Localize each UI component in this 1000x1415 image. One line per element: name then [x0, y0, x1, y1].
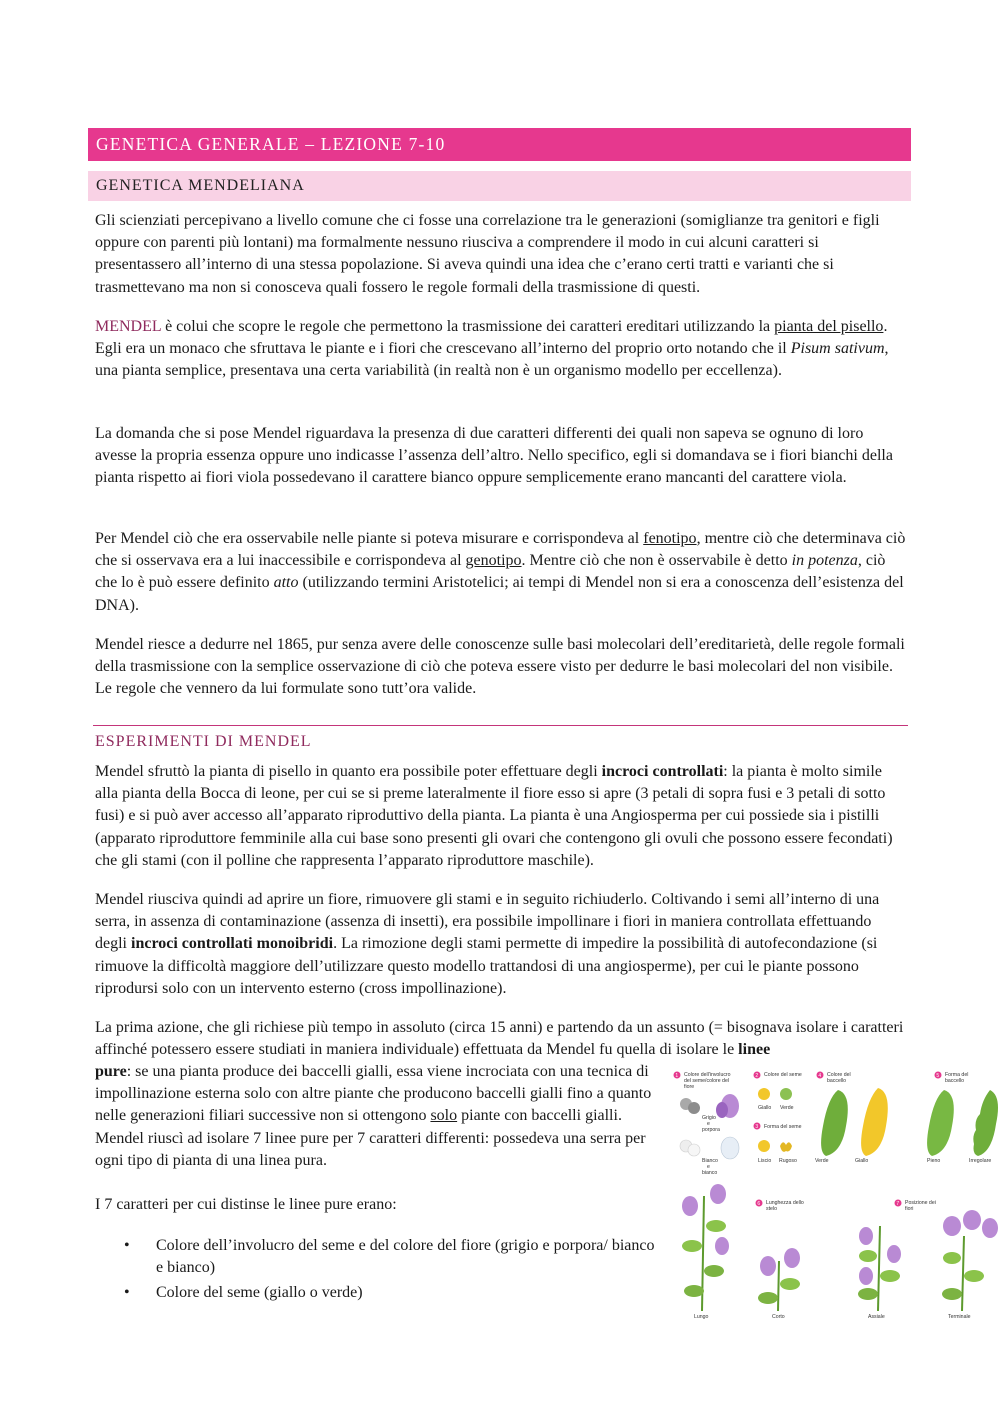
- text-run: : se una pianta produce dei baccelli gialli, essa viene incrociata con una tecnica di impollinazione esterna solo con altre piante che producono baccelli gialli fino a quanto nelle generazioni filiari successive non si ottengono: [95, 1063, 652, 1125]
- experiments-heading: ESPERIMENTI DI MENDEL: [95, 733, 312, 750]
- bold-term: incroci controllati: [601, 763, 724, 780]
- yellow-seed-icon: [758, 1088, 770, 1100]
- variant-label: porpora: [702, 1127, 720, 1133]
- number-label: 7: [896, 1201, 900, 1207]
- variant-label: Giallo: [758, 1105, 772, 1111]
- page-title: GENETICA GENERALE – LEZIONE 7-10: [88, 128, 911, 161]
- trait-label: Colore dell'involucro: [684, 1072, 731, 1078]
- trait-label: Colore del: [827, 1072, 851, 1078]
- white-flower-icon: [721, 1137, 739, 1159]
- pea-traits-figure: [672, 1066, 1000, 1322]
- variant-label: Verde: [815, 1158, 829, 1164]
- list-item-text: Colore dell’involucro del seme e del colore del fiore (grigio e porpora/ bianco e bianco): [156, 1237, 655, 1277]
- purple-flower-icon: [716, 1102, 728, 1118]
- tall-plant-icon: [682, 1184, 729, 1311]
- number-label: 1: [675, 1073, 679, 1079]
- text-run: piante con baccelli gialli. Mendel riuscì ad isolare 7 linee pure per 7 caratteri differenti: possedeva una serra per ogni tipo di pianta di una linea pura.: [95, 1107, 646, 1169]
- list-item: [95, 1235, 665, 1279]
- trait-label: baccello: [945, 1078, 965, 1084]
- variant-label: e: [707, 1121, 710, 1127]
- yellow-pod-icon: [861, 1088, 888, 1156]
- variant-label: Giallo: [855, 1158, 869, 1164]
- full-pod-icon: [927, 1090, 954, 1156]
- variant-label: Verde: [780, 1105, 794, 1111]
- trait-label: Forma del: [945, 1072, 969, 1078]
- bold-term: linee: [738, 1041, 771, 1059]
- paragraph-pure-lines-top: [95, 1017, 907, 1061]
- number-label: 6: [757, 1201, 761, 1207]
- text-run: . Mentre ciò che non è osservabile è detto: [521, 552, 792, 570]
- trait-label: baccello: [827, 1078, 847, 1084]
- paragraph-monohybrid: [95, 889, 907, 1000]
- act-term: atto: [273, 574, 299, 592]
- trait-label: fiori: [905, 1206, 914, 1212]
- text-run: , ciò che lo è può essere definito: [95, 552, 886, 592]
- variant-label: Pieno: [927, 1158, 941, 1164]
- solo-term: solo: [430, 1107, 458, 1125]
- list-item-text: Colore del seme (giallo o verde): [156, 1284, 363, 1302]
- text-run: . La rimozione degli stami permette di impedire la possibilità di autofecondazione (si rimuove la difficoltà maggiore dell’utilizzare questo modello trattandosi di una angiosperme), per cui le piante possono riprodursi solo con un intervento esterno (cross impollinazione).: [95, 935, 878, 997]
- wrinkled-seed-icon: [780, 1142, 792, 1152]
- axial-flowers-plant-icon: [858, 1226, 901, 1311]
- paragraph-phenotype: [95, 528, 907, 617]
- pea-plant-link: pianta del pisello: [774, 318, 884, 335]
- paragraph-controlled-crosses: [95, 761, 907, 872]
- phenotype-term: fenotipo: [643, 530, 697, 547]
- variant-label: Liscio: [758, 1158, 772, 1164]
- trait-label: Colore del seme: [764, 1072, 802, 1078]
- mendel-name: MENDEL: [95, 318, 162, 335]
- variant-label: Grigio: [702, 1115, 716, 1121]
- section-divider: [93, 725, 908, 726]
- bold-term: pure: [95, 1063, 127, 1080]
- number-label: 2: [755, 1073, 759, 1079]
- bullet-glyph: •: [124, 1237, 130, 1254]
- text-run: : la pianta è molto simile alla pianta della Bocca di leone, per cui se si preme lateralmente il fiore esso si apre (3 petali di sopra fusi e 3 petali di sotto fusi) e si può aver accesso all’apparato riproduttivo della pianta. La pianta è una Angiosperma per cui possiede sia i pistilli (apparato riproduttore femminile alla cui base sono presenti gli ovari che contengono gli ovuli che possono essere fecondati) che gli stami (con il polline che rappresenta l’apparato riproduttore maschile).: [95, 763, 893, 869]
- green-seed-icon: [780, 1088, 792, 1100]
- trait-label: Forma del seme: [764, 1124, 802, 1130]
- potency-term: in potenza: [791, 552, 858, 570]
- genotype-term: genotipo: [465, 552, 522, 570]
- traits-list: [95, 1235, 665, 1308]
- variant-label: bianco: [702, 1170, 718, 1176]
- variant-label: Assiale: [868, 1314, 885, 1320]
- white-seed-icon: [688, 1144, 700, 1156]
- variant-label: e: [707, 1164, 710, 1170]
- species-name: Pisum sativum: [790, 340, 885, 358]
- paragraph-1865: Mendel riesce a dedurre nel 1865, pur senza avere delle conoscenze sulle basi molecolari dell’ereditarietà, delle regole formali della trasmissione con la semplice osservazione di ciò che poteva essere visto per dedurre le basi molecolari del non visibile. Le regole che vennero da lui formulate sono tutt’ora valide.: [95, 636, 905, 698]
- number-label: 4: [818, 1073, 822, 1079]
- trait-label: Posizione dei: [905, 1200, 936, 1206]
- paragraph-mendel: [95, 316, 907, 383]
- variant-label: Irregolare: [969, 1158, 992, 1164]
- text-run: , una pianta semplice, presentava una certa variabilità (in realtà non è un organismo modello per eccellenza).: [95, 340, 889, 380]
- green-pod-icon: [821, 1090, 848, 1156]
- trait-label: Lunghezza dello: [766, 1200, 804, 1206]
- paragraph-seven-traits: I 7 caratteri per cui distinse le linee pure erano:: [95, 1196, 397, 1213]
- variant-label: Terminale: [948, 1314, 971, 1320]
- text-run: Per Mendel ciò che era osservabile nelle piante si poteva misurare e corrispondeva al: [95, 530, 644, 547]
- trait-label: stelo: [766, 1206, 777, 1212]
- paragraph-intro: Gli scienziati percepivano a livello comune che ci fosse una correlazione tra le generazioni (somiglianze tra genitori e figli oppure con parenti più lontani) ma formalmente nessuno riusciva a comprendere il modo in cui alcuni caratteri si presentassero all’interno di una stessa popolazione. Si aveva quindi una idea che c’erano certi tratti e varianti che si trasmettevano ma non si conosceva quali fossero le regole formali della trasmissione di questi.: [95, 212, 880, 296]
- number-label: 3: [755, 1124, 759, 1130]
- trait-label: del seme/colore del: [684, 1078, 729, 1084]
- bold-term: incroci controllati monoibridi: [131, 935, 334, 953]
- text-run: Mendel sfruttò la pianta di pisello in quanto era possibile poter effettuare degli: [95, 763, 602, 780]
- list-item: [95, 1282, 665, 1304]
- bullet-glyph: •: [124, 1284, 130, 1302]
- text-run: La prima azione, che gli richiese più tempo in assoluto (circa 15 anni) e partendo da un assunto (= bisognava isolare i caratteri affinché potessero essere studiati in maniera individuale) effettuata da Mendel fu quella di isolare le: [95, 1019, 904, 1059]
- variant-label: Rugoso: [779, 1158, 797, 1164]
- variant-label: Corto: [772, 1314, 785, 1320]
- trait-label: fiore: [684, 1084, 695, 1090]
- grey-seed-icon: [688, 1102, 700, 1114]
- section-heading: GENETICA MENDELIANA: [88, 171, 911, 201]
- text-run: (utilizzando termini Aristotelici; ai tempi di Mendel non si era a conoscenza dell’esistenza del DNA).: [95, 574, 904, 614]
- paragraph-pure-lines: [95, 1061, 659, 1172]
- variant-label: Bianco: [702, 1158, 718, 1164]
- variant-label: Lungo: [694, 1314, 709, 1320]
- text-run: , mentre ciò che determinava ciò che si osservava era a lui inaccessibile e corrispondeva al: [95, 530, 906, 570]
- paragraph-question: La domanda che si pose Mendel riguardava la presenza di due caratteri differenti dei quali non sapeva se ognuno di loro avesse la propria essenza oppure uno indicasse l’assenza dell’altro. Nello specifico, egli si domandava se i fiori bianchi della pianta rispetto ai fiori viola possedevano il carattere bianco oppure semplicemente erano mancanti del carattere viola.: [95, 425, 893, 487]
- text-run: . Egli era un monaco che sfruttava le piante e i fiori che crescevano all’interno del proprio orto notando che il: [95, 318, 888, 358]
- text-run: è colui che scopre le regole che permettono la trasmissione dei caratteri ereditari utilizzando la: [161, 318, 775, 335]
- constricted-pod-icon: [973, 1090, 998, 1156]
- terminal-flowers-plant-icon: [942, 1210, 998, 1311]
- number-label: 5: [936, 1073, 940, 1079]
- text-run: Mendel riusciva quindi ad aprire un fiore, rimuovere gli stami e in seguito richiuderlo. Coltivando i semi all’interno di una serra, in assenza di contaminazione (assenza di insetti), era possibile impollinare i fiori in maniera controllata effettuando degli: [95, 891, 880, 953]
- smooth-seed-icon: [758, 1140, 770, 1152]
- short-plant-icon: [758, 1248, 800, 1311]
